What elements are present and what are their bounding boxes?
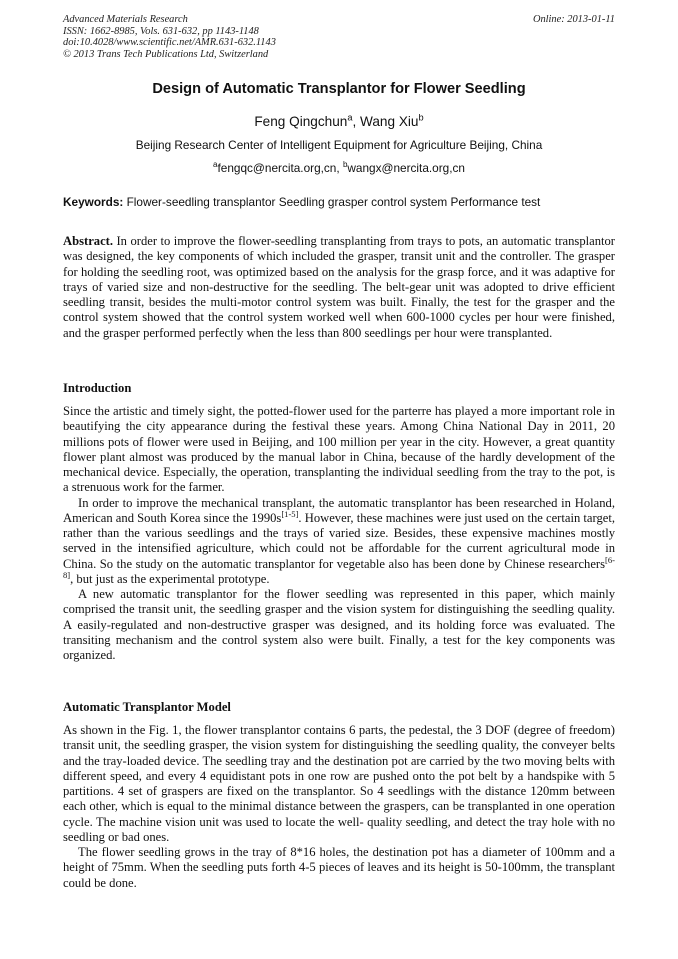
doi-line: doi:10.4028/www.scientific.net/AMR.631-632.1143: [63, 37, 276, 49]
keywords-label: Keywords:: [63, 195, 124, 209]
email-line: [0, 161, 678, 175]
paper-title: Design of Automatic Transplantor for Flower Seedling: [152, 81, 526, 97]
intro-paragraph-3: A new automatic transplantor for the flower seedling was represented in this paper, which mainly comprised the transit unit, the seedling grasper and the vision system for distinguishing the seedling quality. A easily-regulated and non-destructive grasper was designed, and its holding force was evaluated. The transiting mechanism and the control system also were built. Finally, a test for the key components was organized.: [63, 587, 615, 662]
affiliation: Beijing Research Center of Intelligent Equipment for Agriculture Beijing, China: [135, 138, 543, 152]
abstract-block: [63, 234, 615, 341]
author-2: Wang Xiu: [360, 114, 419, 129]
journal-name: Advanced Materials Research: [63, 14, 188, 25]
keywords-line: [63, 195, 540, 209]
model-paragraph-1: As shown in the Fig. 1, the flower transplantor contains 6 parts, the pedestal, the 3 DOF (degree of freedom) transit unit, the seedling grasper, the vision system for distinguishing the seedling quality, the conveyer belts and the tray-loaded device. The seedling tray and the destination pot are carried by the two moving belts with different speed, and every 4 equidistant pots in one row are pushed onto the pot belt by a handspike with 5 partitions. 4 set of graspers are fixed on the transplantor. So 4 seedlings with the distance 120mm between each other, which is equal to the minimal distance between the graspers, can be transplanted in one operation cycle. The machine vision unit was used to locate the well- quality seedling, and detect the tray hole with no seedling or bad ones.: [63, 723, 615, 844]
model-body: [63, 723, 615, 891]
journal-header: [63, 14, 276, 60]
author-separator: ,: [352, 114, 361, 129]
author-1: Feng Qingchun: [254, 114, 348, 129]
author-1-sup: a: [347, 112, 353, 123]
intro-p2-part-b: . However, these machines were just used on the certain target, rather than the various seedlings and the trays of varied size. Besides, these expensive machines mostly served in the intensified agriculture, which could not be affordable for the current agricultural mode in China. So the study on the automatic transplantor for vegetable also has been done by Chinese researchers: [63, 510, 616, 571]
keywords-text: Flower-seedling transplantor Seedling grasper control system Performance test: [123, 195, 541, 209]
copyright-line: © 2013 Trans Tech Publications Ltd, Switzerland: [63, 48, 269, 60]
introduction-body: [63, 404, 615, 663]
citation-1-5: [1-5]: [281, 508, 299, 519]
issn-line: ISSN: 1662-8985, Vols. 631-632, pp 1143-1148: [63, 25, 259, 37]
email-b: wangx@nercita.org,cn: [347, 161, 465, 175]
online-date: Online: 2013-01-11: [532, 14, 615, 25]
author-2-sup: b: [418, 112, 424, 123]
model-paragraph-2: The flower seedling grows in the tray of 8*16 holes, the destination pot has a diameter of 100mm and a height of 75mm. When the seedling puts forth 4-5 pieces of leaves and its height is 50-100mm, the transplant could be done.: [63, 845, 615, 890]
intro-p2-part-c: , but just as the experimental prototype.: [70, 571, 270, 586]
email-a: fengqc@nercita.org,cn,: [217, 161, 343, 175]
introduction-heading: Introduction: [63, 381, 132, 395]
abstract-text: In order to improve the flower-seedling transplanting from trays to pots, an automatic transplantor was designed, the key components of which included the grasper, transit unit and the controller. The grasper for holding the seedling root, was optimized based on the analysis for the grasp force, and it was adaptive for trays of varied size and non-destructive for the seedling. The belt-gear unit was adopted to drive efficient seedling transit, besides the multi-motor control system was built. Finally, the test for the grasper and the control system showed that the control system worked well when 600-1000 cycles per hour were finished, and the grasper performed perfectly when the less than 800 seedlings per hour were transplanted.: [63, 234, 615, 340]
email-a-sup: a: [213, 160, 218, 170]
citation-6-8: [6-8]: [63, 554, 615, 580]
abstract-label: Abstract.: [63, 234, 114, 248]
author-list: [0, 114, 678, 129]
model-heading: Automatic Transplantor Model: [63, 700, 231, 714]
intro-p2-part-a: In order to improve the mechanical transplant, the automatic transplantor has been researched in Holand, American and South Korea since the 1990s: [63, 495, 615, 525]
intro-paragraph-2: [63, 496, 615, 588]
intro-paragraph-1: Since the artistic and timely sight, the potted-flower used for the parterre has played a more important role in beautifying the city appearance during the festival these years. Among China National Day in 2011, 20 millions pots of flower were used in Beijing, and 100 million per year in the city. However, a great quantity flower plant almost was produced by the manual labor in China, because of the hardly development of the mechanical device. Especially, the operation, transplanting the individual seedling from the tray to the pot, is a strenuous work for the farmer.: [63, 404, 615, 495]
email-b-sup: b: [342, 160, 348, 170]
